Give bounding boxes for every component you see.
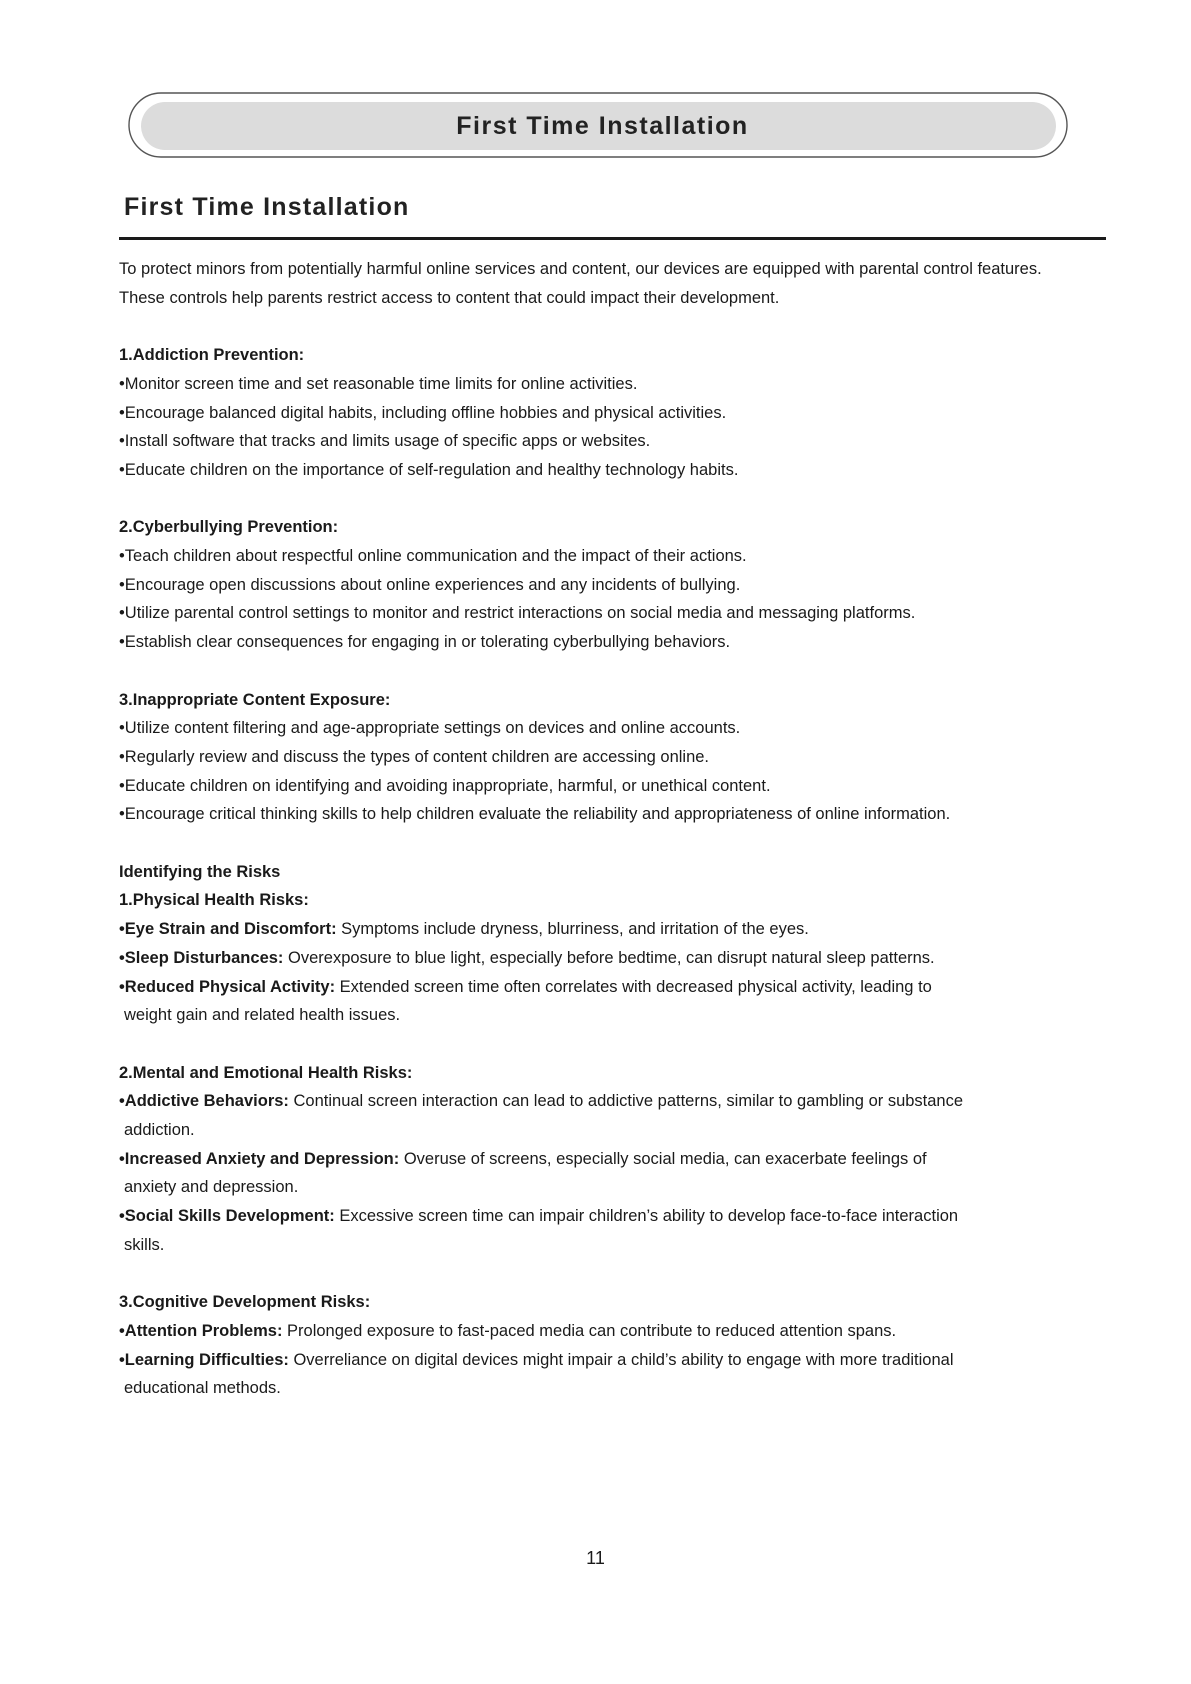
risk-text: Prolonged exposure to fast-paced media can contribute to reduced attention spans. (282, 1321, 897, 1340)
list-item (119, 1087, 1059, 1116)
list-item (119, 973, 1059, 1002)
list-item: •Educate children on identifying and avoiding inappropriate, harmful, or unethical content. (119, 776, 771, 795)
list-item: •Monitor screen time and set reasonable time limits for online activities. (119, 374, 638, 393)
risk-text: Overexposure to blue light, especially before bedtime, can disrupt natural sleep patterns. (283, 948, 935, 967)
list-item (119, 915, 1059, 944)
list-item: •Utilize parental control settings to monitor and restrict interactions on social media and messaging platforms. (119, 604, 916, 623)
list-item (119, 1145, 1059, 1174)
risk-text: Extended screen time often correlates with decreased physical activity, leading to (335, 977, 932, 996)
list-item: •Regularly review and discuss the types of content children are accessing online. (119, 747, 710, 766)
list-item: •Install software that tracks and limits usage of specific apps or websites. (119, 432, 651, 451)
list-item: •Educate children on the importance of self-regulation and healthy technology habits. (119, 460, 739, 479)
cognitive-risks-heading: 3.Cognitive Development Risks: (119, 1293, 371, 1312)
list-item-continuation: weight gain and related health issues. (124, 1006, 401, 1025)
list-item-continuation: anxiety and depression. (124, 1178, 299, 1197)
list-item (119, 944, 1059, 973)
risk-term: •Learning Difficulties: (119, 1350, 289, 1369)
risk-term: •Social Skills Development: (119, 1207, 335, 1226)
list-item (119, 1317, 1059, 1346)
risk-term: •Sleep Disturbances: (119, 948, 284, 967)
risks-heading: Identifying the Risks (119, 862, 281, 881)
list-item (119, 1202, 1059, 1231)
intro-paragraph: To protect minors from potentially harmful online services and content, our devices are equipped with parental control features. These controls help parents restrict access to content that could impact their development. (119, 260, 1042, 307)
list-item-continuation: skills. (124, 1235, 165, 1254)
document-body (119, 255, 1059, 1403)
page-number: 11 (586, 1548, 605, 1568)
list-item: •Encourage balanced digital habits, including offline hobbies and physical activities. (119, 403, 727, 422)
addiction-heading: 1.Addiction Prevention: (119, 346, 305, 365)
risk-term: •Eye Strain and Discomfort: (119, 920, 337, 939)
risk-text: Continual screen interaction can lead to addictive patterns, similar to gambling or substance (288, 1092, 964, 1111)
risk-term: •Increased Anxiety and Depression: (119, 1149, 400, 1168)
list-item: •Establish clear consequences for engaging in or tolerating cyberbullying behaviors. (119, 633, 731, 652)
mental-risks-heading: 2.Mental and Emotional Health Risks: (119, 1063, 413, 1082)
banner-title: First Time Installation (456, 111, 749, 140)
list-item: •Utilize content filtering and age-appropriate settings on devices and online accounts. (119, 719, 741, 738)
list-item (119, 1346, 1059, 1375)
risk-text: Excessive screen time can impair children’s ability to develop face-to-face interaction (334, 1207, 959, 1226)
banner (141, 102, 1056, 150)
risk-text: Overuse of screens, especially social media, can exacerbate feelings of (399, 1149, 927, 1168)
risk-term: •Addictive Behaviors: (119, 1092, 289, 1111)
list-item-continuation: addiction. (124, 1121, 195, 1140)
risk-term: •Reduced Physical Activity: (119, 977, 336, 996)
cyberbullying-heading: 2.Cyberbullying Prevention: (119, 518, 339, 537)
risk-text: Symptoms include dryness, blurriness, and irritation of the eyes. (336, 920, 809, 939)
list-item: •Encourage open discussions about online experiences and any incidents of bullying. (119, 575, 741, 594)
risk-term: •Attention Problems: (119, 1321, 283, 1340)
list-item: •Teach children about respectful online communication and the impact of their actions. (119, 547, 747, 565)
heading-rule (119, 237, 1106, 240)
section-heading: First Time Installation (124, 193, 410, 221)
content-exposure-heading: 3.Inappropriate Content Exposure: (119, 690, 391, 709)
list-item: •Encourage critical thinking skills to help children evaluate the reliability and appropriateness of online information. (119, 805, 951, 824)
list-item-continuation: educational methods. (124, 1379, 281, 1398)
risk-text: Overreliance on digital devices might impair a child’s ability to engage with more traditional (288, 1350, 954, 1369)
physical-risks-heading: 1.Physical Health Risks: (119, 891, 309, 910)
